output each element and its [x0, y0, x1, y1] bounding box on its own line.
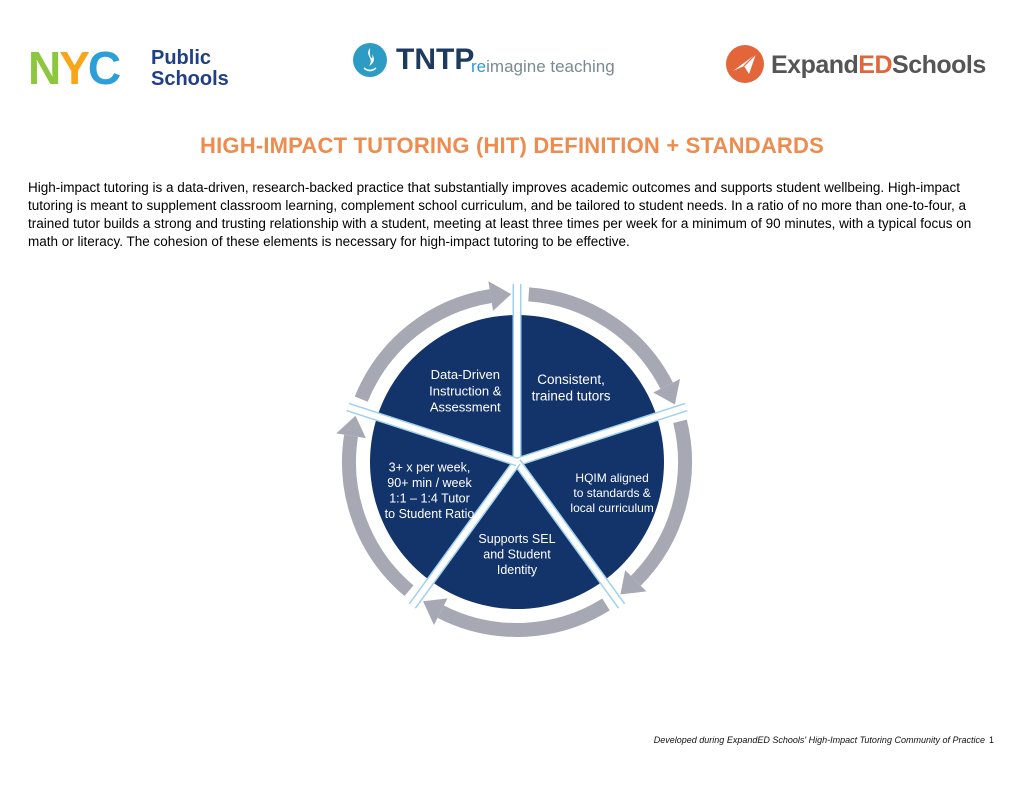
- segment-label-line: Assessment: [429, 399, 501, 415]
- ring-arrowhead: [488, 281, 511, 311]
- hit-standards-cycle-diagram: [312, 270, 722, 650]
- segment-label-line: local curriculum: [570, 501, 654, 516]
- nyc-logo-line1: Public: [151, 47, 212, 69]
- segment-label-line: 90+ min / week: [387, 475, 472, 490]
- page-title: HIGH-IMPACT TUTORING (HIT) DEFINITION + STANDARDS: [200, 133, 824, 158]
- segment-label-line: Data-Driven: [430, 367, 500, 383]
- logo-row: [0, 40, 1024, 94]
- nyc-letter-c: C: [87, 42, 120, 94]
- expanded-arrow-icon: [725, 44, 765, 84]
- segment-label: [385, 460, 475, 521]
- segment-label-line: HQIM aligned: [575, 471, 649, 486]
- segment-label-line: to Student Ratio: [384, 507, 475, 522]
- tntp-tagline: [471, 57, 615, 77]
- segment-label-line: to standards &: [573, 486, 651, 501]
- tntp-logo: [352, 42, 622, 86]
- segment-label-line: Consistent,: [537, 371, 605, 387]
- nyc-letters: [28, 42, 120, 94]
- expanded-wordmark: [771, 50, 986, 80]
- segment-label-line: 3+ x per week,: [388, 460, 471, 475]
- segment-label-line: Instruction &: [429, 383, 502, 399]
- expanded-word-2: ED: [858, 51, 893, 79]
- footer-note: [654, 735, 994, 745]
- expanded-schools-logo: [725, 44, 995, 88]
- tntp-tagline-rest: imagine teaching: [486, 57, 615, 76]
- segment-label-line: 1:1 – 1:4 Tutor: [389, 491, 470, 506]
- nyc-letter-y: Y: [59, 42, 88, 94]
- expanded-word-3: Schools: [892, 51, 986, 79]
- tntp-tagline-prefix: re: [471, 57, 487, 76]
- tntp-flame-icon: [352, 42, 388, 78]
- segment-label: [532, 372, 611, 404]
- segment-label-line: Supports SEL: [478, 531, 556, 546]
- segment-label-line: Identity: [496, 563, 538, 577]
- nyc-logo-line2: Schools: [151, 68, 229, 90]
- page-number: 1: [988, 735, 994, 745]
- tntp-name: TNTP: [396, 43, 475, 76]
- nyc-public-schools-logo: [28, 42, 248, 94]
- expanded-word-1: Expand: [771, 51, 859, 79]
- nyc-letter-n: N: [28, 42, 60, 94]
- ring-arrowhead: [336, 416, 366, 438]
- segment-label-line: and Student: [483, 547, 551, 562]
- footer-credit: Developed during ExpandED Schools' High-Impact Tutoring Community of Practice: [653, 735, 985, 745]
- intro-paragraph: High-impact tutoring is a data-driven, research-backed practice that substantially improves academic outcomes and supports student wellbeing. High-impact tutoring is meant to supplement classroom learning, complement school curriculum, and be tailored to student needs. In a ratio of no more than one-to-four, a trained tutor builds a strong and trusting relationship with a student, meeting at least three times per week for a minimum of 90 minutes, with a typical focus on math or literacy. The cohesion of these elements is necessary for high-impact tutoring to be effective.: [28, 180, 972, 249]
- nyc-logo-text: [151, 48, 229, 90]
- segment-label: [570, 471, 653, 515]
- segment-label-line: trained tutors: [531, 388, 611, 404]
- segment-label: [429, 367, 502, 415]
